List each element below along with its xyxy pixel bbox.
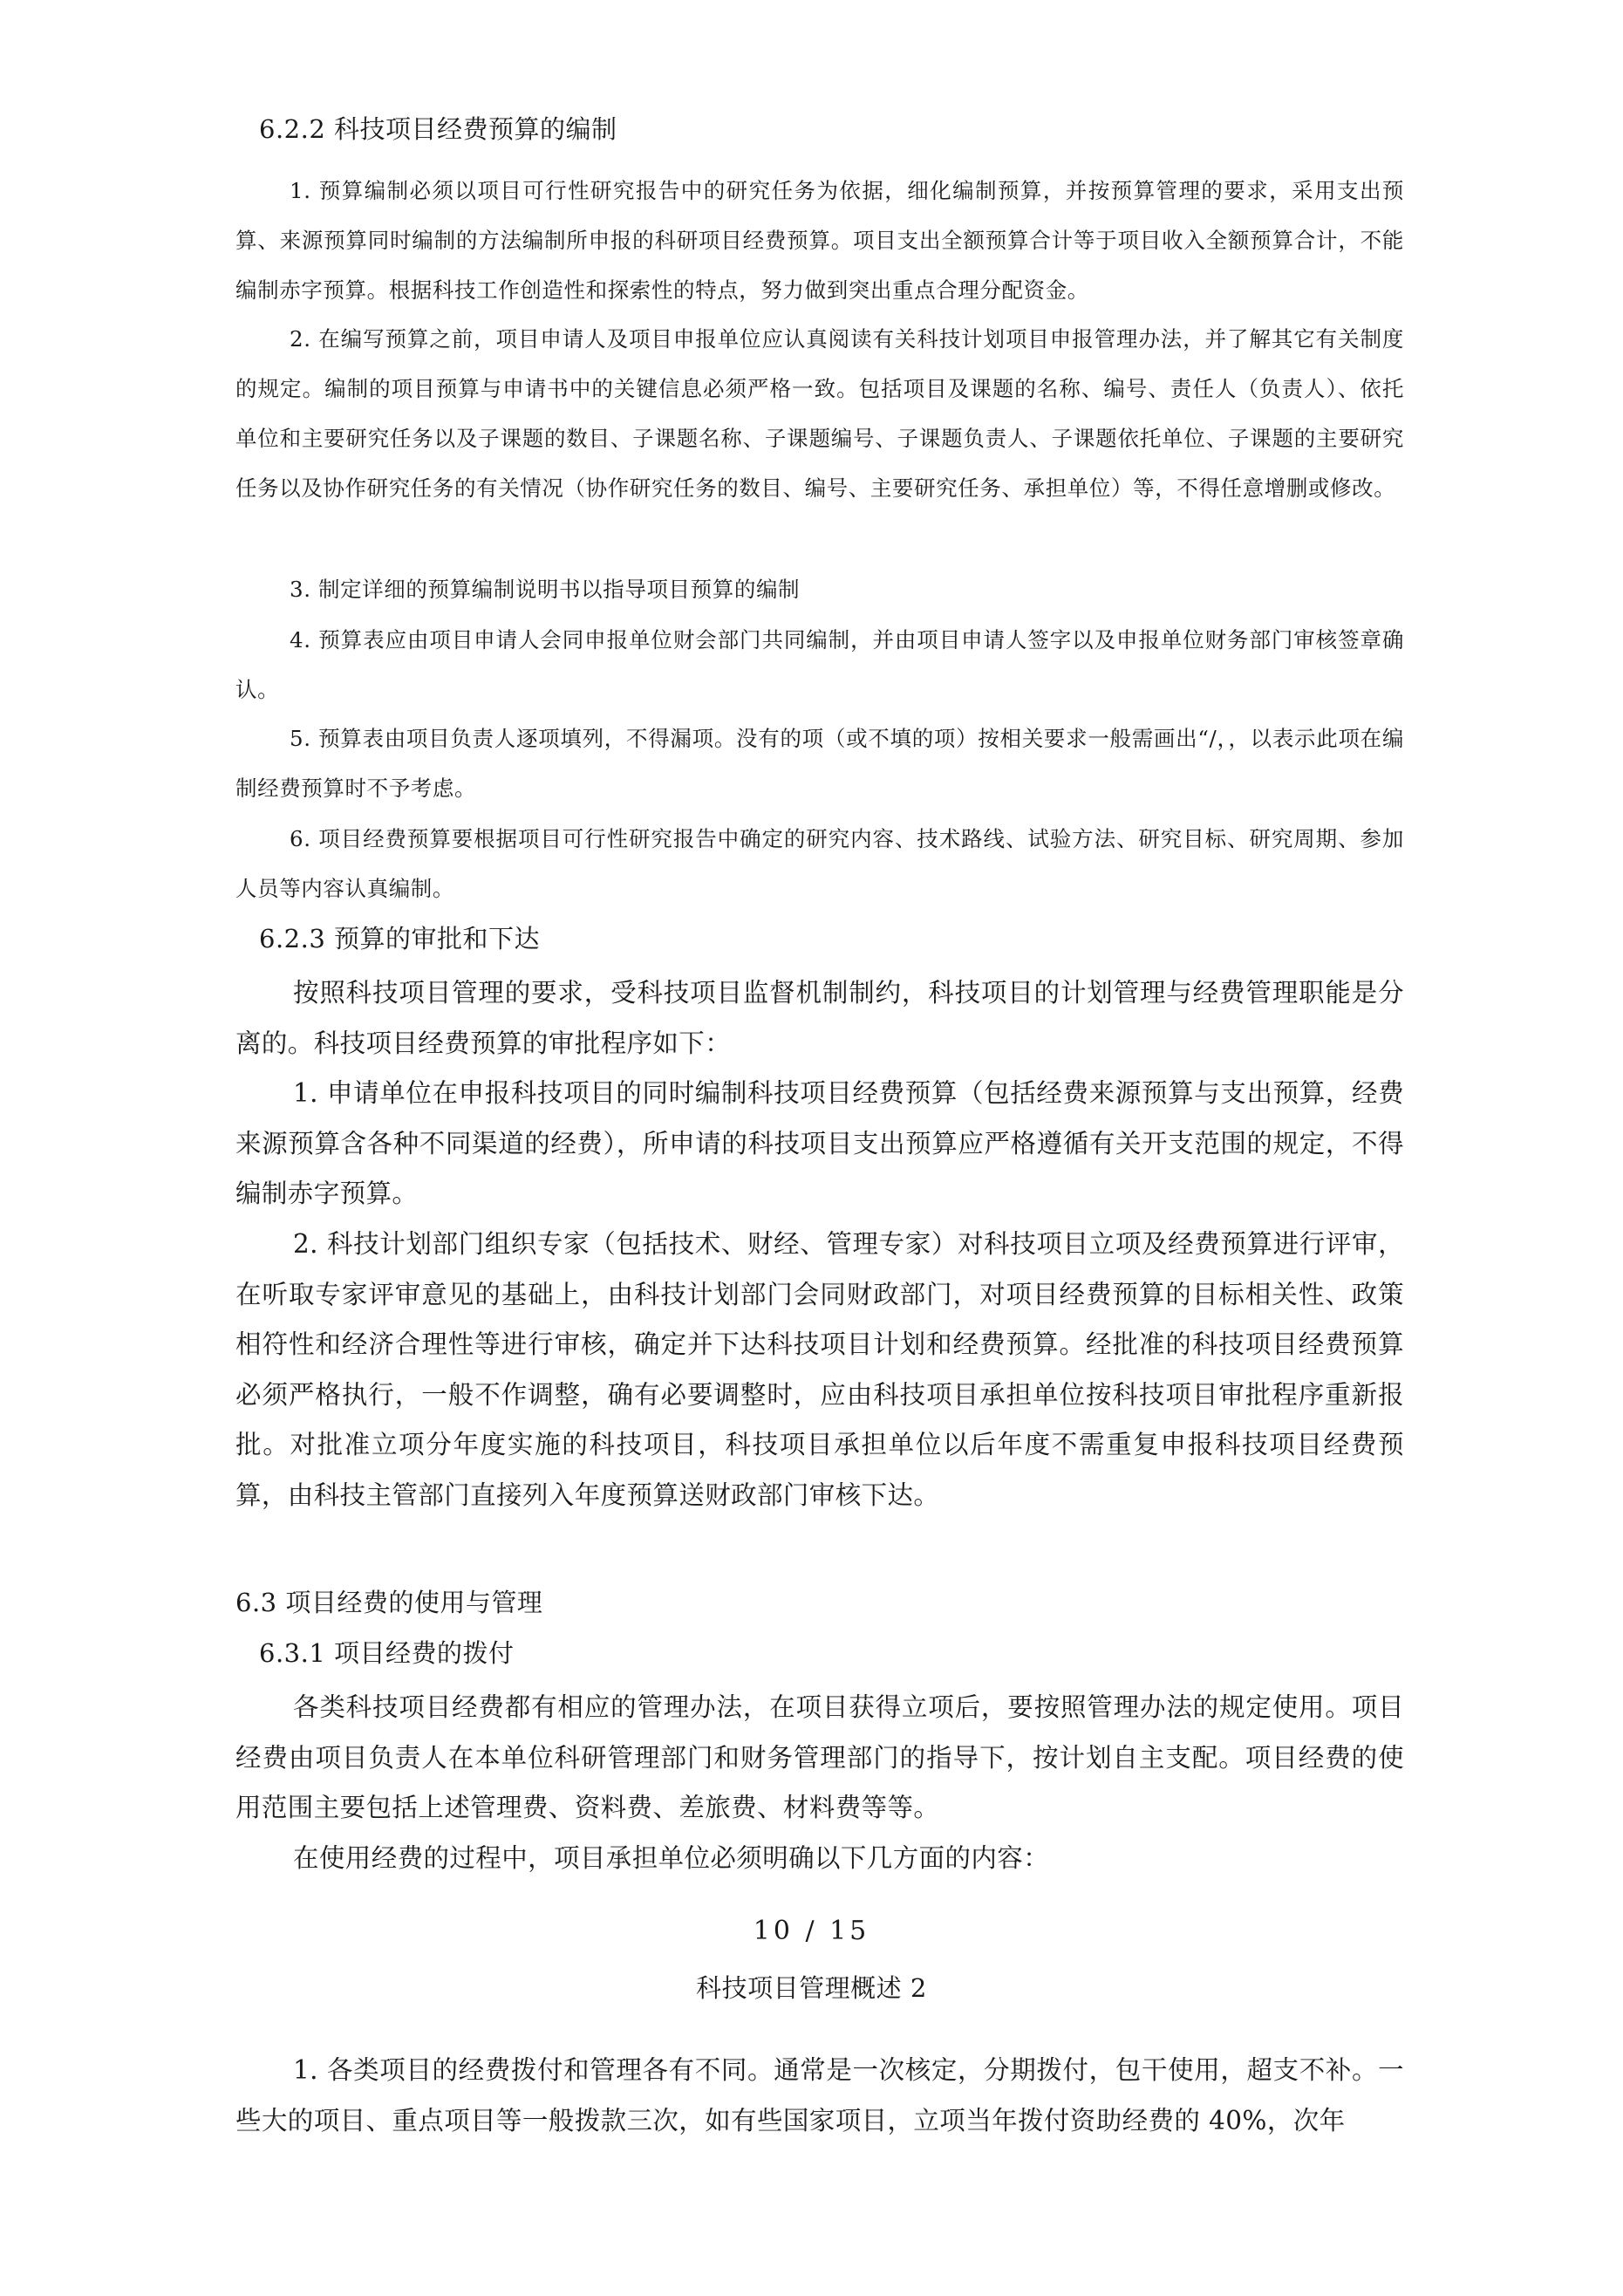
budget-item-4: 4. 预算表应由项目申请人会同申报单位财会部门共同编制，并由项目申请人签字以及申报单位财务部门审核签章确认。 — [235, 627, 1404, 702]
heading-6-3-1: 6.3.1 项目经费的拨付 — [259, 1638, 515, 1668]
heading-6-2-3: 6.2.3 预算的审批和下达 — [259, 924, 541, 953]
approval-item-1: 1. 申请单位在申报科技项目的同时编制科技项目经费预算（包括经费来源预算与支出预算，经费来源预算含各种不同渠道的经费），所申请的科技项目支出预算应严格遵循有关开支范围的规定，不得编制赤字预算。 — [235, 1078, 1404, 1208]
page-number: 10 / 15 — [753, 1916, 870, 1946]
budget-item-2: 2. 在编写预算之前，项目申请人及项目申报单位应认真阅读有关科技计划项目申报管理办法，并了解其它有关制度的规定。编制的项目预算与申请书中的关键信息必须严格一致。包括项目及课题的名称、编号、责任人（负责人）、依托单位和主要研究任务以及子课题的数目、子课题名称、子课题编号、子课题负责人、子课题依托单位、子课题的主要研究任务以及协作研究任务的有关情况（协作研究任务的数目、编号、主要研究任务、承担单位）等，不得任意增删或修改。 — [235, 326, 1404, 501]
disbursement-para-2: 在使用经费的过程中，项目承担单位必须明确以下几方面的内容： — [293, 1843, 1050, 1873]
approval-item-2: 2. 科技计划部门组织专家（包括技术、财经、管理专家）对科技项目立项及经费预算进行评审，在听取专家评审意见的基础上，由科技计划部门会同财政部门，对项目经费预算的目标相关性、政策相符性和经济合理性等进行审核，确定并下达科技项目计划和经费预算。经批准的科技项目经费预算必须严格执行，一般不作调整，确有必要调整时，应由科技项目承担单位按科技项目审批程序重新报批。对批准立项分年度实施的科技项目，科技项目承担单位以后年度不需重复申报科技项目经费预算，由科技主管部门直接列入年度预算送财政部门审核下达。 — [235, 1229, 1404, 1510]
budget-item-1: 1. 预算编制必须以项目可行性研究报告中的研究任务为依据，细化编制预算，并按预算管理的要求，采用支出预算、来源预算同时编制的方法编制所申报的科研项目经费预算。项目支出全额预算合计等于项目收入全额预算合计，不能编制赤字预算。根据科技工作创造性和探索性的特点，努力做到突出重点合理分配资金。 — [235, 178, 1404, 303]
running-title: 科技项目管理概述 2 — [696, 1973, 927, 2003]
disbursement-item-1: 1. 各类项目的经费拨付和管理各有不同。通常是一次核定，分期拨付，包干使用，超支不补。一些大的项目、重点项目等一般拨款三次，如有些国家项目，立项当年拨付资助经费的 40%，次年 — [235, 2055, 1404, 2135]
disbursement-para-1: 各类科技项目经费都有相应的管理办法，在项目获得立项后，要按照管理办法的规定使用。项目经费由项目负责人在本单位科研管理部门和财务管理部门的指导下，按计划自主支配。项目经费的使用范围主要包括上述管理费、资料费、差旅费、材料费等等。 — [235, 1692, 1404, 1822]
heading-6-3: 6.3 项目经费的使用与管理 — [235, 1588, 543, 1617]
heading-6-2-2: 6.2.2 科技项目经费预算的编制 — [259, 114, 617, 144]
approval-intro: 按照科技项目管理的要求，受科技项目监督机制制约，科技项目的计划管理与经费管理职能是分离的。科技项目经费预算的审批程序如下： — [235, 978, 1404, 1058]
budget-item-6: 6. 项目经费预算要根据项目可行性研究报告中确定的研究内容、技术路线、试验方法、研究目标、研究周期、参加人员等内容认真编制。 — [235, 826, 1404, 901]
budget-item-3: 3. 制定详细的预算编制说明书以指导项目预算的编制 — [290, 577, 801, 602]
budget-item-5: 5. 预算表由项目负责人逐项填列，不得漏项。没有的项（或不填的项）按相关要求一般需画出“/，，以表示此项在编制经费预算时不予考虑。 — [235, 726, 1404, 801]
